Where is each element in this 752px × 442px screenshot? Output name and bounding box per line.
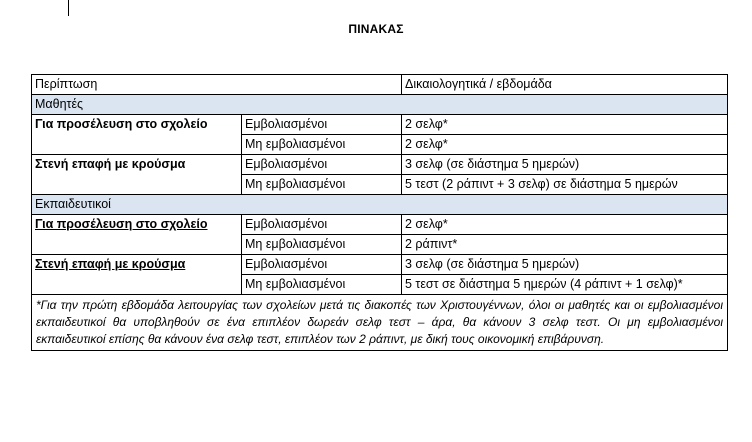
header-case-cell: Περίπτωση bbox=[32, 75, 402, 95]
docs-value-cell: 2 σελφ* bbox=[402, 215, 728, 235]
vaccination-status-cell: Εμβολιασμένοι bbox=[242, 115, 402, 135]
vaccination-status-cell: Μη εμβολιασμένοι bbox=[242, 275, 402, 295]
vaccination-status-cell: Μη εμβολιασμένοι bbox=[242, 175, 402, 195]
docs-value-cell: 5 τεστ σε διάστημα 5 ημερών (4 ράπιντ + 1 σελφ)* bbox=[402, 275, 728, 295]
section-label-students: Μαθητές bbox=[32, 95, 728, 115]
section-label-teachers: Εκπαιδευτικοί bbox=[32, 195, 728, 215]
docs-value-cell: 5 τεστ (2 ράπιντ + 3 σελφ) σε διάστημα 5 ημερών bbox=[402, 175, 728, 195]
header-docs-cell: Δικαιολογητικά / εβδομάδα bbox=[402, 75, 728, 95]
docs-value-cell: 3 σελφ (σε διάστημα 5 ημερών) bbox=[402, 155, 728, 175]
docs-value-cell: 2 ράπιντ* bbox=[402, 235, 728, 255]
table-row bbox=[32, 255, 728, 275]
vaccination-status-cell: Εμβολιασμένοι bbox=[242, 255, 402, 275]
footnote-text: *Για την πρώτη εβδομάδα λειτουργίας των σχολείων μετά τις διακοπές των Χριστουγέννων, όλοι οι μαθητές και οι εμβολιασμένοι εκπαιδευτικοί θα υποβληθούν σε ένα επιπλέον δωρεάν σελφ τεστ – άρα, θα κάνουν 3 σελφ τεστ. Οι μη εμβολιασμένοι εκπαιδευτικοί επίσης θα κάνουν ένα σελφ τεστ, επιπλέον των 2 ράπιντ, με δική τους οικονομική επιβάρυνση. bbox=[32, 295, 728, 351]
group-label: Στενή επαφή με κρούσμα bbox=[32, 155, 242, 195]
section-row-students bbox=[32, 95, 728, 115]
group-label: Για προσέλευση στο σχολείο bbox=[32, 215, 242, 255]
docs-value-cell: 2 σελφ* bbox=[402, 115, 728, 135]
text-cursor bbox=[68, 0, 69, 16]
table-row bbox=[32, 215, 728, 235]
docs-value-cell: 3 σελφ (σε διάστημα 5 ημερών) bbox=[402, 255, 728, 275]
section-row-teachers bbox=[32, 195, 728, 215]
tests-table bbox=[31, 74, 728, 351]
group-label: Για προσέλευση στο σχολείο bbox=[32, 115, 242, 155]
vaccination-status-cell: Εμβολιασμένοι bbox=[242, 155, 402, 175]
footnote-row bbox=[32, 295, 728, 351]
table-header-row bbox=[32, 75, 728, 95]
vaccination-status-cell: Εμβολιασμένοι bbox=[242, 215, 402, 235]
docs-value-cell: 2 σελφ* bbox=[402, 135, 728, 155]
group-label: Στενή επαφή με κρούσμα bbox=[32, 255, 242, 295]
document-title: ΠΙΝΑΚΑΣ bbox=[348, 22, 404, 36]
vaccination-status-cell: Μη εμβολιασμένοι bbox=[242, 235, 402, 255]
table-row bbox=[32, 155, 728, 175]
vaccination-status-cell: Μη εμβολιασμένοι bbox=[242, 135, 402, 155]
table-row bbox=[32, 115, 728, 135]
